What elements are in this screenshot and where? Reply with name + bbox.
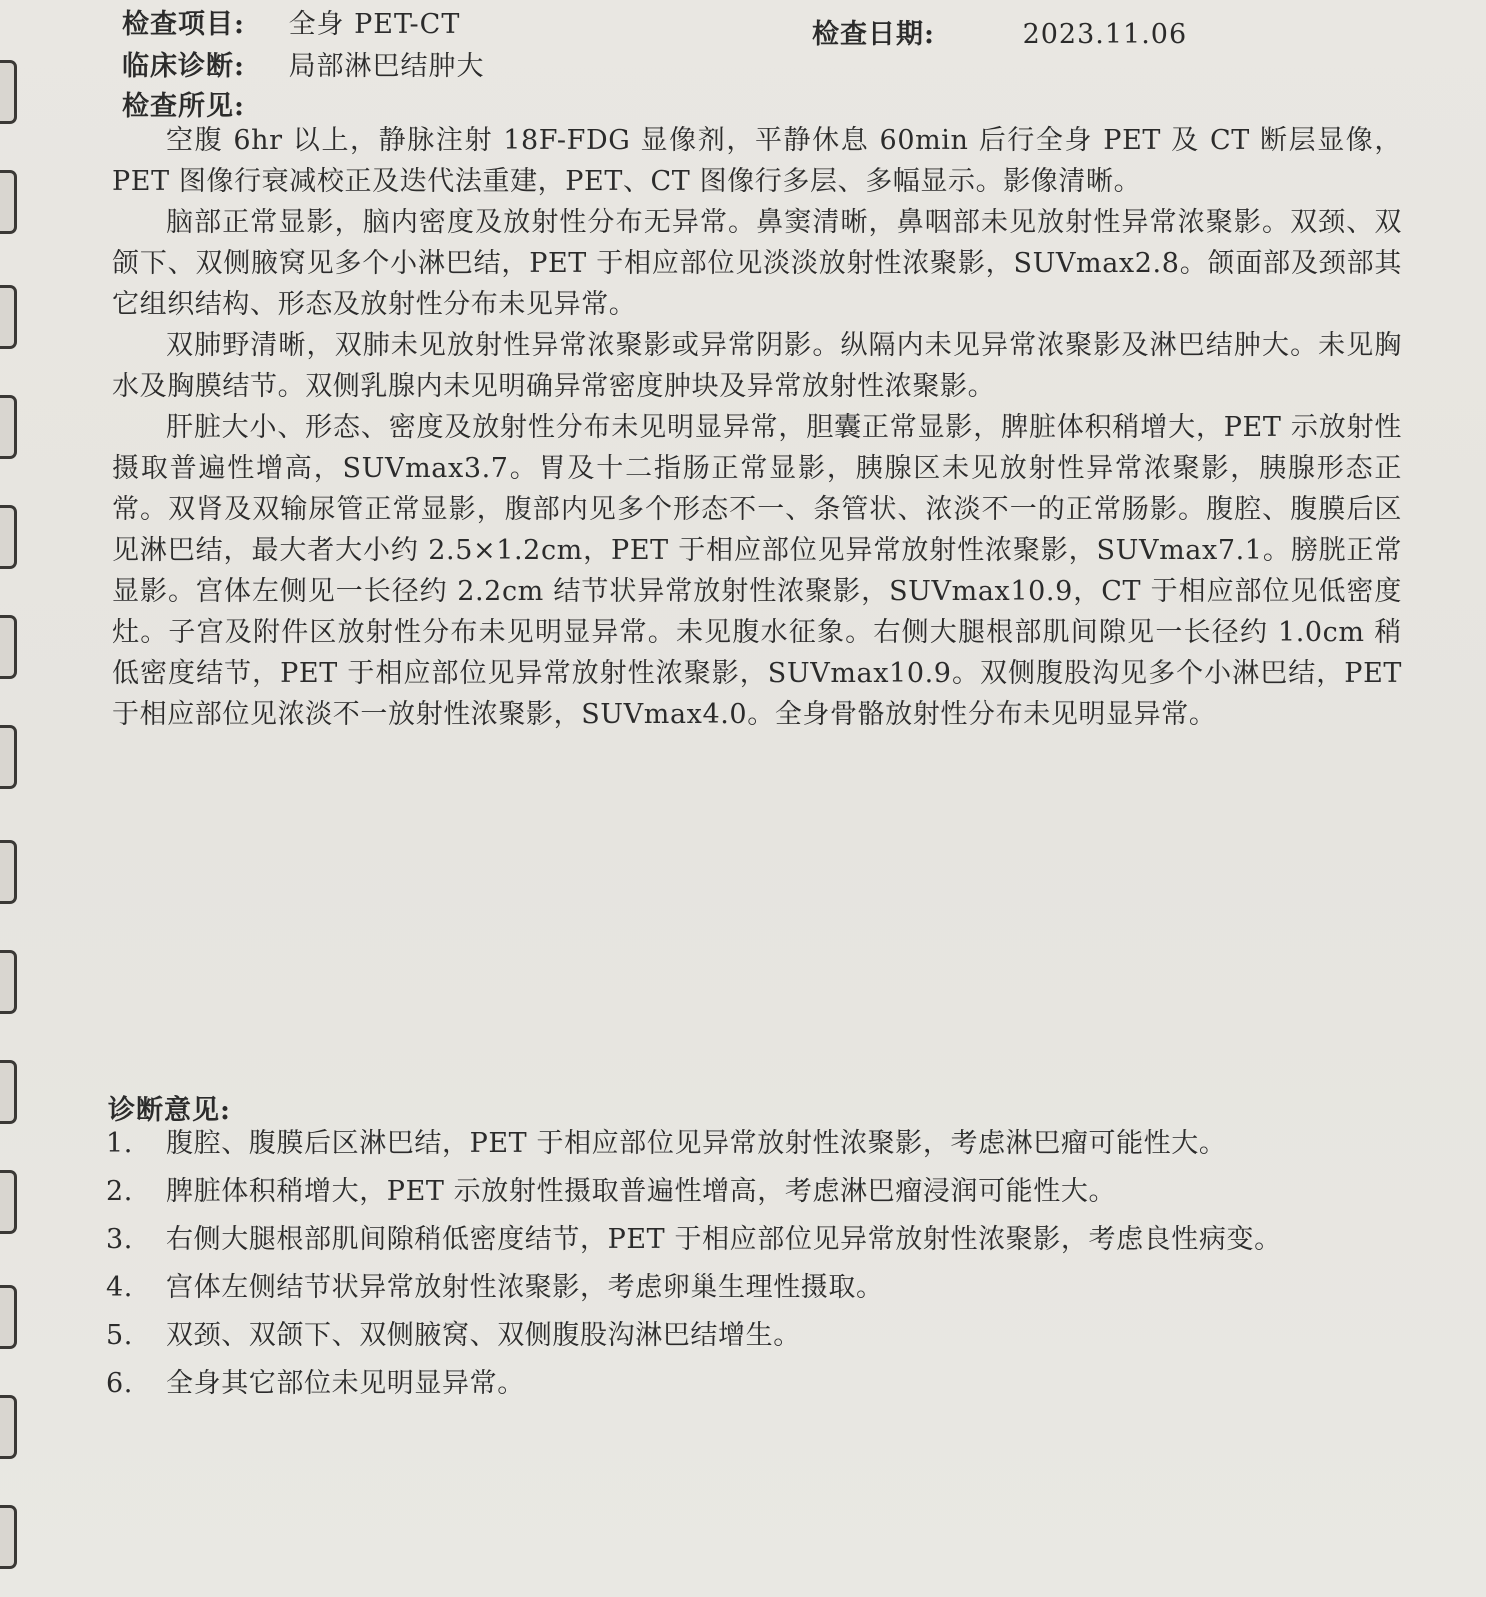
exam-item-label: 检查项目: (122, 9, 245, 40)
diagnosis-text: 双颈、双颌下、双侧腋窝、双侧腹股沟淋巴结增生。 (166, 1320, 801, 1351)
diagnosis-number: 3. (106, 1224, 133, 1255)
diagnosis-text: 脾脏体积稍增大，PET 示放射性摄取普遍性增高，考虑淋巴瘤浸润可能性大。 (166, 1176, 1117, 1207)
binding-clip (0, 950, 17, 1014)
binding-clip (0, 505, 17, 569)
diagnosis-number: 2. (106, 1176, 133, 1207)
binding-clip (0, 615, 17, 679)
diagnosis-number: 5. (106, 1320, 133, 1351)
diagnosis-item (106, 1360, 1446, 1408)
clinical-dx-label: 临床诊断: (122, 51, 245, 82)
findings-paragraph: 空腹 6hr 以上，静脉注射 18F-FDG 显像剂，平静休息 60min 后行全身 PET 及 CT 断层显像，PET 图像行衰减校正及迭代法重建，PET、CT 图像行多层、多幅显示。影像清晰。 (112, 125, 1402, 197)
exam-item-value: 全身 PET-CT (288, 9, 461, 40)
findings-body (112, 120, 1402, 735)
binding-clip (0, 1285, 17, 1349)
exam-date-label: 检查日期: (812, 19, 935, 50)
findings-label: 检查所见: (122, 91, 245, 122)
findings-paragraph: 肝脏大小、形态、密度及放射性分布未见明显异常，胆囊正常显影，脾脏体积稍增大，PET 示放射性摄取普遍性增高，SUVmax3.7。胃及十二指肠正常显影，胰腺区未见放射性异常浓聚影，胰腺形态正常。双肾及双输尿管正常显影，腹部内见多个形态不一、条管状、浓淡不一的正常肠影。腹腔、腹膜后区见淋巴结，最大者大小约 2.5×1.2cm，PET 于相应部位见异常放射性浓聚影，SUVmax7.1。膀胱正常显影。宫体左侧见一长径约 2.2cm 结节状异常放射性浓聚影，SUVmax10.9，CT 于相应部位见低密度灶。子宫及附件区放射性分布未见明显异常。未见腹水征象。右侧大腿根部肌间隙见一长径约 1.0cm 稍低密度结节，PET 于相应部位见异常放射性浓聚影，SUVmax10.9。双侧腹股沟见多个小淋巴结，PET 于相应部位见浓淡不一放射性浓聚影，SUVmax4.0。全身骨骼放射性分布未见明显异常。 (112, 412, 1402, 730)
diagnosis-number: 1. (106, 1128, 133, 1159)
clinical-dx-row (122, 44, 485, 83)
diagnosis-text: 全身其它部位未见明显异常。 (166, 1368, 525, 1399)
diagnosis-list (106, 1120, 1446, 1408)
binding-clip (0, 1170, 17, 1234)
diagnosis-label: 诊断意见: (108, 1095, 231, 1126)
diagnosis-item (106, 1168, 1446, 1216)
clinical-dx-value: 局部淋巴结肿大 (288, 51, 485, 82)
diagnosis-text: 宫体左侧结节状异常放射性浓聚影，考虑卵巢生理性摄取。 (166, 1272, 884, 1303)
findings-paragraph: 双肺野清晰，双肺未见放射性异常浓聚影或异常阴影。纵隔内未见异常浓聚影及淋巴结肿大。未见胸水及胸膜结节。双侧乳腺内未见明确异常密度肿块及异常放射性浓聚影。 (112, 330, 1402, 402)
binding-edge (0, 0, 24, 1597)
findings-paragraph: 脑部正常显影，脑内密度及放射性分布无异常。鼻窦清晰，鼻咽部未见放射性异常浓聚影。双颈、双颌下、双侧腋窝见多个小淋巴结，PET 于相应部位见淡淡放射性浓聚影，SUVmax2.8。颌面部及颈部其它组织结构、形态及放射性分布未见异常。 (112, 207, 1402, 320)
binding-clip (0, 60, 17, 124)
diagnosis-item (106, 1120, 1446, 1168)
exam-item-row (122, 2, 460, 41)
binding-clip (0, 725, 17, 789)
binding-clip (0, 395, 17, 459)
diagnosis-number: 6. (106, 1368, 133, 1399)
diagnosis-item (106, 1312, 1446, 1360)
exam-date-value: 2023.11.06 (1022, 19, 1188, 50)
diagnosis-text: 右侧大腿根部肌间隙稍低密度结节，PET 于相应部位见异常放射性浓聚影，考虑良性病变。 (166, 1224, 1282, 1255)
binding-clip (0, 840, 17, 904)
binding-clip (0, 170, 17, 234)
binding-clip (0, 1395, 17, 1459)
diagnosis-text: 腹腔、腹膜后区淋巴结，PET 于相应部位见异常放射性浓聚影，考虑淋巴瘤可能性大。 (166, 1128, 1227, 1159)
binding-clip (0, 285, 17, 349)
diagnosis-item (106, 1264, 1446, 1312)
binding-clip (0, 1505, 17, 1569)
diagnosis-number: 4. (106, 1272, 133, 1303)
exam-date-row (812, 12, 1187, 51)
binding-clip (0, 1060, 17, 1124)
diagnosis-item (106, 1216, 1446, 1264)
